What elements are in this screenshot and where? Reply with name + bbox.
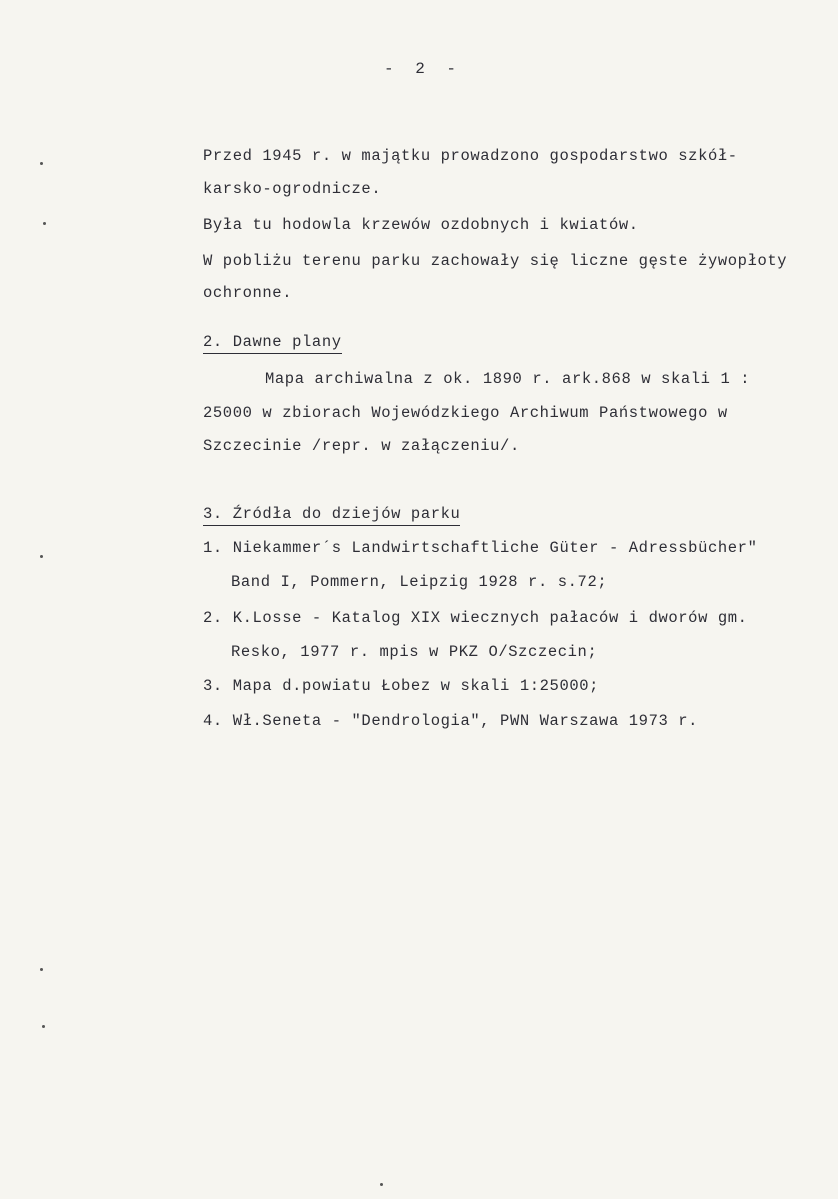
- margin-mark: [42, 1025, 45, 1028]
- margin-mark: [380, 1183, 383, 1186]
- intro-line: Przed 1945 r. w majątku prowadzono gospodarstwo szkół-: [203, 147, 738, 165]
- margin-mark: [40, 968, 43, 971]
- section-line: Mapa archiwalna z ok. 1890 r. ark.868 w skali 1 :: [265, 370, 751, 388]
- section-line: 25000 w zbiorach Wojewódzkiego Archiwum Państwowego w: [203, 404, 728, 422]
- margin-mark: [40, 555, 43, 558]
- reference-item: 4. Wł.Seneta - "Dendrologia", PWN Warszawa 1973 r.: [203, 712, 699, 730]
- intro-line: ochronne.: [203, 284, 293, 302]
- reference-item: 2. K.Losse - Katalog XIX wiecznych pałaców i dworów gm.: [203, 609, 748, 627]
- intro-line: karsko-ogrodnicze.: [203, 180, 382, 198]
- section-line: Szczecinie /repr. w załączeniu/.: [203, 437, 520, 455]
- margin-mark: [40, 162, 43, 165]
- margin-mark: [43, 222, 46, 225]
- section-heading: 2. Dawne plany: [203, 333, 342, 354]
- section-heading: 3. Źródła do dziejów parku: [203, 505, 460, 526]
- reference-item-continuation: Resko, 1977 r. mpis w PKZ O/Szczecin;: [231, 643, 598, 661]
- reference-item-continuation: Band I, Pommern, Leipzig 1928 r. s.72;: [231, 573, 608, 591]
- intro-line: Była tu hodowla krzewów ozdobnych i kwiatów.: [203, 216, 639, 234]
- page-number: - 2 -: [384, 60, 463, 78]
- reference-item: 1. Niekammer´s Landwirtschaftliche Güter - Adressbücher": [203, 539, 758, 557]
- intro-line: W pobliżu terenu parku zachowały się liczne gęste żywopłoty: [203, 252, 788, 270]
- reference-item: 3. Mapa d.powiatu Łobez w skali 1:25000;: [203, 677, 600, 695]
